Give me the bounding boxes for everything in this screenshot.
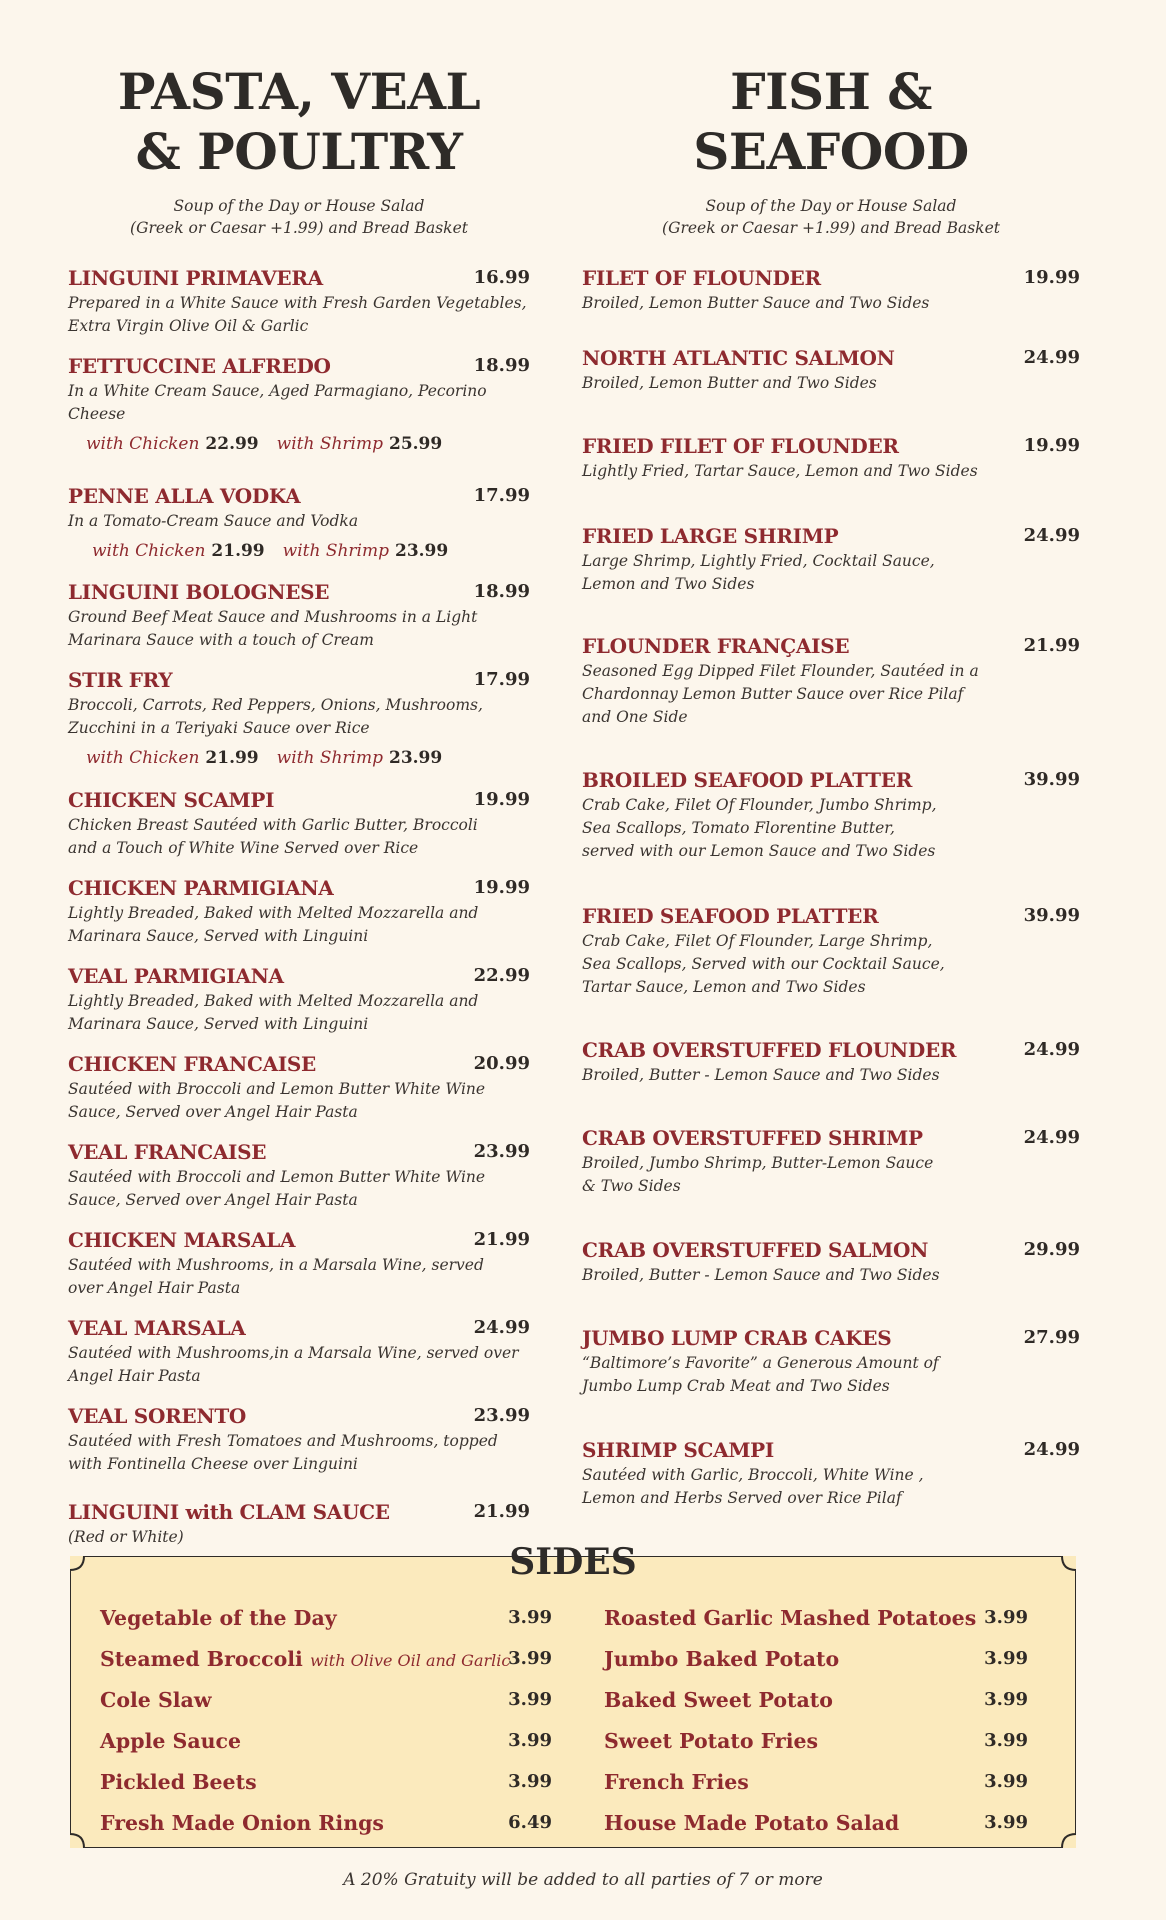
side-item-name-text: Fresh Made Onion Rings [100,1811,384,1835]
menu-item-header [68,1226,530,1254]
addon-price: 21.99 [205,748,259,768]
description-line: with Fontinella Cheese over Linguini [68,1455,358,1473]
menu-item-header [68,874,530,902]
menu-item [582,1324,1080,1398]
menu-item-header [582,1124,1080,1152]
side-item [100,1686,552,1727]
pasta-subtitle-line1: Soup of the Day or House Salad [173,197,425,215]
menu-item-addons [68,430,530,458]
sides-right-list [604,1604,1056,1850]
description-line: Extra Virgin Olive Oil & Garlic [68,317,309,335]
menu-item-name: LINGUINI PRIMAVERA [68,266,323,290]
menu-item-description [68,606,530,652]
menu-item-description [68,990,530,1036]
pasta-subtitle-line2: (Greek or Caesar +1.99) and Bread Basket [130,219,468,237]
menu-item-name: PENNE ALLA VODKA [68,484,301,508]
menu-item-description [68,814,530,860]
side-item-name-text: Baked Sweet Potato [604,1688,833,1712]
side-item-price: 3.99 [508,1730,552,1751]
menu-item-price: 39.99 [1023,769,1080,790]
menu-item-name: JUMBO LUMP CRAB CAKES [582,1326,892,1350]
pasta-subtitle [68,195,530,239]
description-line: Sauce, Served over Angel Hair Pasta [68,1103,358,1121]
menu-item-description [68,292,530,338]
menu-item-name: LINGUINI with CLAM SAUCE [68,1500,390,1524]
addon-price: 23.99 [394,541,449,561]
description-line: Sautéed with Broccoli and Lemon Butter White Wine [68,1168,486,1186]
description-line: Prepared in a White Sauce with Fresh Garden Vegetables, [68,294,527,312]
menu-item-header [68,1402,530,1430]
menu-item-name: CRAB OVERSTUFFED FLOUNDER [582,1038,957,1062]
description-line: Lightly Fried, Tartar Sauce, Lemon and Two Sides [582,462,978,480]
menu-item [68,962,530,1036]
menu-item-header [582,264,1080,292]
menu-item-price: 23.99 [473,1141,530,1162]
description-line: Sea Scallops, Tomato Florentine Butter, [582,819,895,837]
side-item [100,1645,552,1686]
menu-item-name: FLOUNDER FRANÇAISE [582,634,850,658]
side-item-note: with Olive Oil and Garlic [309,1651,511,1670]
menu-item-price: 39.99 [1023,905,1080,926]
addon-label: with Shrimp [276,434,383,454]
side-item-name-text: Apple Sauce [100,1729,242,1753]
menu-item [68,1402,530,1476]
description-line: Chardonnay Lemon Butter Sauce over Rice Pilaf [582,685,964,703]
menu-item [582,344,1080,395]
menu-item-description [68,1342,530,1388]
menu-item-name: NORTH ATLANTIC SALMON [582,346,895,370]
description-line: Broiled, Lemon Butter and Two Sides [582,374,877,392]
menu-item-price: 27.99 [1023,1327,1080,1348]
description-line: Marinara Sauce, Served with Linguini [68,927,369,945]
addon-label: with Chicken [86,434,200,454]
menu-item-header [582,1436,1080,1464]
menu-item [68,666,530,772]
side-item-price: 3.99 [508,1771,552,1792]
menu-item-description [68,510,530,533]
menu-item-price: 19.99 [1023,435,1080,456]
description-line: Marinara Sauce with a touch of Cream [68,631,374,649]
side-item-price: 3.99 [984,1771,1028,1792]
menu-item [68,482,530,565]
menu-item-description [68,1078,530,1124]
description-line: Jumbo Lump Crab Meat and Two Sides [582,1377,890,1395]
menu-item [582,766,1080,863]
menu-item-description [582,460,1080,483]
menu-item-price: 21.99 [473,1501,530,1522]
menu-item [68,1314,530,1388]
description-line: Broccoli, Carrots, Red Peppers, Onions, Mushrooms, [68,696,483,714]
menu-item-header [582,902,1080,930]
menu-item-name: CRAB OVERSTUFFED SHRIMP [582,1126,923,1150]
menu-item-name: FILET OF FLOUNDER [582,266,821,290]
seafood-title-line1: FISH & [730,62,932,121]
menu-item-price: 19.99 [473,789,530,810]
menu-item [582,1124,1080,1198]
menu-item-header [582,632,1080,660]
description-line: Lemon and Herbs Served over Rice Pilaf [582,1489,902,1507]
description-line: and a Touch of White Wine Served over Rice [68,839,419,857]
description-line: Marinara Sauce, Served with Linguini [68,1015,369,1033]
description-line: Ground Beef Meat Sauce and Mushrooms in a Light [68,608,478,626]
menu-item-name: VEAL FRANCAISE [68,1140,267,1164]
menu-item [68,1050,530,1124]
side-item-name [100,1768,552,1796]
menu-item-header [68,1314,530,1342]
side-item-name [100,1727,552,1755]
side-item [604,1809,1056,1850]
menu-item-name: FRIED LARGE SHRIMP [582,524,839,548]
description-line: served with our Lemon Sauce and Two Sides [582,842,936,860]
menu-item-price: 18.99 [473,355,530,376]
menu-item-name: CHICKEN MARSALA [68,1228,296,1252]
menu-item-header [68,352,530,380]
menu-item-name: CRAB OVERSTUFFED SALMON [582,1238,929,1262]
addon-label: with Shrimp [276,748,383,768]
description-line: Crab Cake, Filet Of Flounder, Large Shrimp, [582,932,933,950]
menu-item-description [582,372,1080,395]
description-line: Broiled, Butter - Lemon Sauce and Two Sides [582,1066,940,1084]
menu-item-price: 24.99 [1023,1127,1080,1148]
menu-item-description [68,1430,530,1476]
description-line: Sauce, Served over Angel Hair Pasta [68,1191,358,1209]
menu-item-header [582,766,1080,794]
menu-item-name: CHICKEN PARMIGIANA [68,876,334,900]
description-line: (Red or White) [68,1528,184,1546]
description-line: & Two Sides [582,1177,681,1195]
menu-item-description [582,1352,1080,1398]
menu-item-price: 29.99 [1023,1239,1080,1260]
menu-item-header [68,1138,530,1166]
menu-item-price: 17.99 [473,669,530,690]
side-item-price: 3.99 [984,1648,1028,1669]
side-item-price: 3.99 [508,1689,552,1710]
seafood-subtitle [582,195,1080,239]
sides-panel [70,1541,1076,1848]
menu-item-addons [68,537,530,565]
menu-item-price: 24.99 [1023,525,1080,546]
description-line: Broiled, Jumbo Shrimp, Butter-Lemon Sauce [582,1154,934,1172]
side-item-name [100,1686,552,1714]
menu-item-name: VEAL PARMIGIANA [68,964,284,988]
seafood-section-title [582,62,1080,182]
menu-item-description [582,660,1080,729]
description-line: Sautéed with Mushrooms, in a Marsala Wine, served [68,1256,484,1274]
menu-item-name: CHICKEN SCAMPI [68,788,275,812]
seafood-title-line2: SEAFOOD [693,122,969,181]
menu-item-header [582,1324,1080,1352]
side-item-price: 3.99 [984,1689,1028,1710]
menu-item-header [582,1036,1080,1064]
menu-item-header [582,344,1080,372]
menu-item [582,632,1080,729]
menu-item-price: 17.99 [473,485,530,506]
side-item [604,1768,1056,1809]
description-line: Sea Scallops, Served with our Cocktail Sauce, [582,955,945,973]
menu-item-header [68,1050,530,1078]
addon-price: 23.99 [388,748,443,768]
side-item-price: 3.99 [508,1648,552,1669]
menu-item-header [68,962,530,990]
description-line: Lemon and Two Sides [582,575,755,593]
menu-item [582,1236,1080,1287]
menu-item-price: 24.99 [1023,347,1080,368]
description-line: Lightly Breaded, Baked with Melted Mozzarella and [68,992,479,1010]
description-line: In a White Cream Sauce, Aged Parmagiano, Pecorino [68,382,487,400]
menu-item [582,1436,1080,1510]
side-item [100,1768,552,1809]
menu-item [68,264,530,338]
menu-item-name: FRIED FILET OF FLOUNDER [582,434,899,458]
side-item-price: 3.99 [984,1812,1028,1833]
description-line: Sautéed with Garlic, Broccoli, White Wine , [582,1466,924,1484]
sides-title: SIDES [509,1541,637,1583]
side-item-price: 3.99 [508,1607,552,1628]
side-item [604,1727,1056,1768]
side-item-name [100,1645,552,1675]
menu-item [582,1036,1080,1087]
description-line: and One Side [582,708,688,726]
side-item [604,1645,1056,1686]
menu-item-price: 24.99 [1023,1039,1080,1060]
menu-item-price: 23.99 [473,1405,530,1426]
description-line: Sautéed with Mushrooms,in a Marsala Wine, served over [68,1344,519,1362]
description-line: Angel Hair Pasta [68,1367,201,1385]
description-line: Chicken Breast Sautéed with Garlic Butter, Broccoli [68,816,478,834]
menu-item [68,1138,530,1212]
menu-item-name: SHRIMP SCAMPI [582,1438,774,1462]
menu-item-price: 20.99 [473,1053,530,1074]
menu-item [68,578,530,652]
menu-item-header [582,522,1080,550]
gratuity-note: A 20% Gratuity will be added to all parties of 7 or more [343,1870,823,1890]
description-line: Sautéed with Broccoli and Lemon Butter White Wine [68,1080,486,1098]
description-line: Cheese [68,405,126,423]
description-line: “Baltimore’s Favorite” a Generous Amount of [582,1354,939,1372]
side-item-name-text: Steamed Broccoli [100,1647,303,1671]
side-item [604,1686,1056,1727]
menu-item-description [68,1166,530,1212]
menu-item-price: 24.99 [1023,1439,1080,1460]
description-line: Sautéed with Fresh Tomatoes and Mushrooms, topped [68,1432,498,1450]
description-line: In a Tomato-Cream Sauce and Vodka [68,512,359,530]
side-item-price: 3.99 [984,1730,1028,1751]
menu-item-name: VEAL MARSALA [68,1316,246,1340]
side-item-name-text: House Made Potato Salad [604,1811,900,1835]
pasta-section-title [68,62,530,182]
description-line: Large Shrimp, Lightly Fried, Cocktail Sauce, [582,552,935,570]
side-item [100,1727,552,1768]
menu-item-price: 21.99 [473,1229,530,1250]
side-item-price: 3.99 [984,1607,1028,1628]
menu-item-name: STIR FRY [68,668,173,692]
menu-item-price: 16.99 [473,267,530,288]
seafood-subtitle-line1: Soup of the Day or House Salad [705,197,957,215]
menu-item-price: 21.99 [1023,635,1080,656]
addon-label: with Chicken [86,748,200,768]
menu-item-name: FRIED SEAFOOD PLATTER [582,904,879,928]
menu-item-description [68,1254,530,1300]
menu-item-name: FETTUCCINE ALFREDO [68,354,331,378]
menu-item-description [582,1264,1080,1287]
menu-item-name: VEAL SORENTO [68,1404,247,1428]
menu-item-price: 24.99 [473,1317,530,1338]
menu-item-addons [68,744,530,772]
side-item-name-text: Sweet Potato Fries [604,1729,819,1753]
pasta-title-line2: & POULTRY [135,122,463,181]
menu-item-price: 18.99 [473,581,530,602]
menu-item-price: 22.99 [473,965,530,986]
side-item-name [100,1604,552,1632]
description-line: Lightly Breaded, Baked with Melted Mozzarella and [68,904,479,922]
menu-item-name: CHICKEN FRANCAISE [68,1052,316,1076]
menu-item-name: LINGUINI BOLOGNESE [68,580,330,604]
description-line: Broiled, Butter - Lemon Sauce and Two Sides [582,1266,940,1284]
menu-item-price: 19.99 [1023,267,1080,288]
menu-item [68,786,530,860]
pasta-title-line1: PASTA, VEAL [117,62,481,121]
menu-item-header [68,1498,530,1526]
side-item-name-text: Cole Slaw [100,1688,212,1712]
menu-item-description [582,1464,1080,1510]
menu-item-description [582,1064,1080,1087]
menu-item-description [582,550,1080,596]
side-item-price: 6.49 [508,1812,552,1833]
side-item [100,1809,552,1850]
sides-left-list [100,1604,552,1850]
addon-label: with Chicken [92,541,206,561]
menu-item-description [582,794,1080,863]
side-item-name-text: Vegetable of the Day [100,1606,337,1630]
description-line: Seasoned Egg Dipped Filet Flounder, Sautéed in a [582,662,979,680]
description-line: over Angel Hair Pasta [68,1279,241,1297]
menu-item-header [582,432,1080,460]
menu-item-header [68,482,530,510]
menu-item-header [68,666,530,694]
addon-price: 22.99 [205,434,259,454]
menu-item-header [68,786,530,814]
description-line: Zucchini in a Teriyaki Sauce over Rice [68,719,370,737]
menu-item [68,874,530,948]
menu-item [582,522,1080,596]
menu-item-header [582,1236,1080,1264]
menu-item-header [68,578,530,606]
menu-item-description [582,930,1080,999]
side-item-name-text: Pickled Beets [100,1770,257,1794]
menu-item-header [68,264,530,292]
addon-price: 25.99 [388,434,443,454]
side-item [100,1604,552,1645]
menu-item [582,432,1080,483]
seafood-subtitle-line2: (Greek or Caesar +1.99) and Bread Basket [662,219,1000,237]
menu-item-price: 19.99 [473,877,530,898]
side-item-name-text: Jumbo Baked Potato [604,1647,840,1671]
side-item-name-text: French Fries [604,1770,749,1794]
menu-item-description [68,380,530,426]
menu-item [68,1226,530,1300]
side-item-name [100,1809,552,1837]
side-item-name-text: Roasted Garlic Mashed Potatoes [604,1606,977,1630]
menu-item [582,264,1080,315]
menu-item-description [582,1152,1080,1198]
menu-item-description [68,694,530,740]
description-line: Crab Cake, Filet Of Flounder, Jumbo Shrimp, [582,796,937,814]
description-line: Broiled, Lemon Butter Sauce and Two Sides [582,294,930,312]
menu-item-description [582,292,1080,315]
menu-item-description [68,902,530,948]
side-item [604,1604,1056,1645]
addon-price: 21.99 [211,541,265,561]
menu-item [582,902,1080,999]
menu-item-name: BROILED SEAFOOD PLATTER [582,768,913,792]
menu-item [68,352,530,458]
description-line: Tartar Sauce, Lemon and Two Sides [582,978,866,996]
addon-label: with Shrimp [282,541,389,561]
